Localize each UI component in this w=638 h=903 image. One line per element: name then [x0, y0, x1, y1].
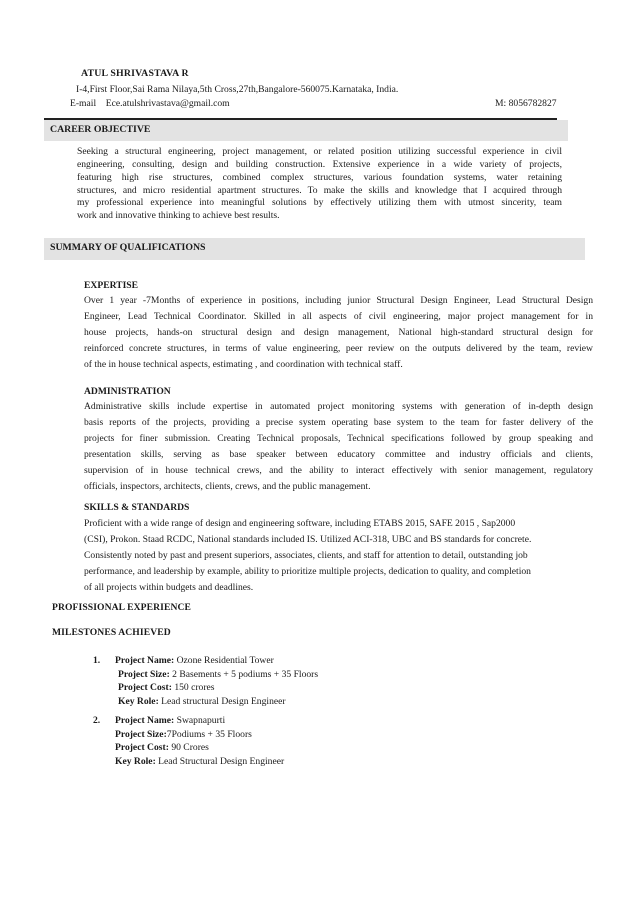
project-item [93, 654, 573, 710]
text-line: my professional experience into meaningful solutions by effectively utilizing them with utmost sincerity, team [77, 197, 562, 209]
text-line: performance, and leadership by example, ability to prioritize multiple projects, dedication to quality, and completion [84, 566, 531, 578]
administration-body [84, 399, 593, 496]
project-size: 2 Basements + 5 podiums + 35 Floors [172, 668, 319, 680]
milestones-heading: MILESTONES ACHIEVED [52, 627, 171, 638]
project-name: Ozone Residential Tower [176, 655, 274, 666]
candidate-name: ATUL SHRIVASTAVA R [81, 68, 189, 79]
summary-heading: SUMMARY OF QUALIFICATIONS [44, 238, 585, 260]
address: I-4,First Floor,Sai Rama Nilaya,5th Cross,27th,Bangalore-560075.Karnataka, India. [76, 84, 399, 95]
career-objective-body [77, 146, 562, 223]
text-line: Engineer, Lead Technical Coordinator. Skilled in all aspects of civil engineering, major project management for in [84, 311, 593, 323]
expertise-title: EXPERTISE [84, 280, 139, 291]
experience-heading: PROFISSIONAL EXPERIENCE [52, 602, 192, 613]
text-line: engineering, consulting, design and building construction. Extensive experience in a wide variety of projects, [77, 158, 562, 170]
email-address[interactable]: Ece.atulshrivastava@gmail.com [105, 98, 230, 109]
email-line [70, 98, 230, 111]
project-cost-label: Project Cost: [118, 682, 172, 694]
project-name: Swapnapurti [176, 715, 226, 726]
key-role: Lead Structural Design Engineer [158, 755, 285, 767]
project-cost: 150 crores [174, 682, 215, 694]
text-line: of the in house technical aspects, estimating , and coordination with technical staff. [84, 359, 403, 371]
skills-title: SKILLS & STANDARDS [84, 502, 190, 513]
key-role: Lead structural Design Engineer [161, 695, 286, 707]
email-label: E-mail [70, 98, 97, 109]
text-line: presentation skills, serving as base speaker between educatory committee and industry officials and clients, [84, 449, 593, 461]
text-line: house projects, hands-on structural design and design management, National high-standard structural design for [84, 327, 593, 339]
career-objective-heading: CAREER OBJECTIVE [44, 120, 568, 141]
project-size-label: Project Size: [118, 668, 170, 680]
text-line: Over 1 year -7Months of experience in positions, including junior Structural Design Engineer, Lead Structural Design [84, 295, 593, 306]
text-line: featuring high rise structures, combined complex structures, various foundation systems, water retaining [77, 171, 562, 183]
text-line: (CSI), Prokon. Staad RCDC, National standards included IS. Utilized ACI-318, UBC and BS standards for concrete. [84, 534, 532, 546]
project-item [93, 714, 573, 770]
text-line: reinforced concrete structures, in terms of value engineering, peer review on the outputs delivered by the team, review [84, 343, 593, 355]
text-line: Seeking a structural engineering, project management, or related position utilizing successful experience in civil [77, 146, 562, 157]
key-role-label: Key Role: [115, 755, 156, 767]
mobile-number: M: 8056782827 [495, 98, 557, 109]
project-size-label: Project Size: [115, 728, 167, 740]
text-line: Administrative skills include expertise in automated project monitoring systems with generation of in-depth design [84, 401, 593, 412]
project-cost: 90 Crores [171, 742, 209, 754]
administration-title: ADMINISTRATION [84, 386, 171, 397]
text-line: officials, inspectors, architects, clients, crews, and the public management. [84, 481, 371, 493]
project-number: 2. [93, 715, 101, 726]
project-name-label: Project Name: [115, 715, 175, 726]
text-line: projects for finer submission. Creating Technical proposals, Technical specifications followed by group speaking and [84, 433, 593, 445]
project-size: 7Podiums + 35 Floors [166, 728, 252, 740]
text-line: structures, and micro residential apartment structures. To make the skills and knowledge that I acquired through [77, 184, 562, 196]
project-number: 1. [93, 655, 101, 666]
key-role-label: Key Role: [118, 695, 159, 707]
text-line: Proficient with a wide range of design and engineering software, including ETABS 2015, SAFE 2015 , Sap2000 [84, 518, 516, 529]
text-line: of all projects within budgets and deadlines. [84, 582, 254, 594]
text-line: work and innovative thinking to achieve best results. [77, 210, 280, 222]
project-cost-label: Project Cost: [115, 742, 169, 754]
project-name-label: Project Name: [115, 655, 175, 666]
skills-body [84, 516, 593, 596]
text-line: supervision of in house technical crews, and the ability to interact effectively with senior management, regulatory [84, 465, 593, 477]
text-line: basis reports of the projects, providing a precise system operating base system to the team for faster delivery of the [84, 417, 593, 429]
text-line: Consistently noted by past and present superiors, associates, clients, and staff for attention to detail, outstanding job [84, 550, 528, 562]
expertise-body [84, 293, 593, 373]
